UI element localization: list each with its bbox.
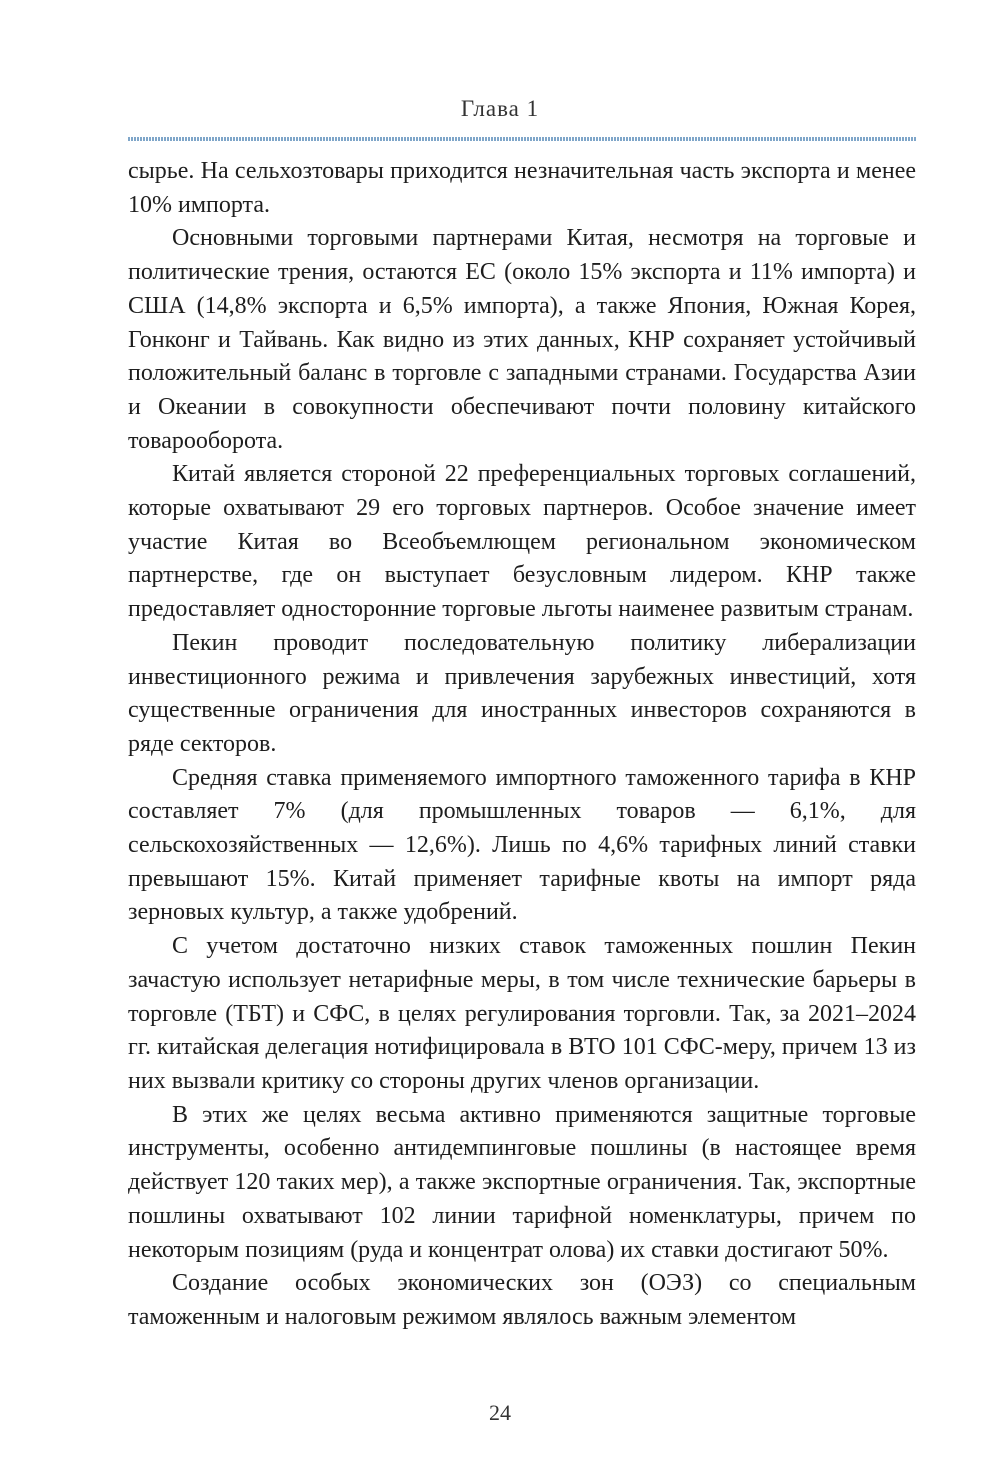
paragraph: Средняя ставка применяемого импортного таможенного тарифа в КНР составляет 7% (для промышленных товаров — 6,1%, для сельскохозяйственных — 12,6%). Лишь по 4,6% тарифных линий ставки превышают 15%. Китай применяет тарифные квоты на импорт ряда зерновых культур, а также удобрений. xyxy=(128,764,916,926)
paragraph: сырье. На сельхозтовары приходится незначительная часть экспорта и менее 10% импорта. xyxy=(128,158,916,218)
running-header: Глава 1 xyxy=(460,96,540,121)
paragraph: В этих же целях весьма активно применяются защитные торговые инструменты, особенно антидемпинговые пошлины (в настоящее время действует 120 таких мер), а также экспортные ограничения. Так, экспортные пошлины охватывают 102 линии тарифной номенклатуры, причем по некоторым позициям (руда и концентрат олова) их ставки достигают 50%. xyxy=(128,1101,916,1263)
header-divider xyxy=(128,137,916,141)
page-number: 24 xyxy=(489,1400,511,1425)
paragraph: Основными торговыми партнерами Китая, несмотря на торговые и политические трения, остаются ЕС (около 15% экспорта и 11% импорта) и США (14,8% экспорта и 6,5% импорта), а также Япония, Южная Корея, Гонконг и Тайвань. Как видно из этих данных, КНР сохраняет устойчивый положительный баланс в торговле с западными странами. Государства Азии и Океании в совокупности обеспечивают почти половину китайского товарооборота. xyxy=(128,225,916,454)
paragraph: Пекин проводит последовательную политику либерализации инвестиционного режима и привлечения зарубежных инвестиций, хотя существенные ограничения для иностранных инвесторов сохраняются в ряде секторов. xyxy=(128,629,916,757)
paragraph: Китай является стороной 22 преференциальных торговых соглашений, которые охватывают 29 его торговых партнеров. Особое значение имеет участие Китая во Всеобъемлющем региональном экономическом партнерстве, где он выступает безусловным лидером. КНР также предоставляет односторонние торговые льготы наименее развитым странам. xyxy=(128,461,916,623)
paragraph: С учетом достаточно низких ставок таможенных пошлин Пекин зачастую использует нетарифные меры, в том числе технические барьеры в торговле (ТБТ) и СФС, в целях регулирования торговли. Так, за 2021–2024 гг. китайская делегация нотифицировала в ВТО 101 СФС-меру, причем 13 из них вызвали критику со стороны других членов организации. xyxy=(128,933,916,1094)
body-text xyxy=(128,155,916,1335)
paragraph: Создание особых экономических зон (ОЭЗ) со специальным таможенным и налоговым режимом являлось важным элементом xyxy=(128,1270,916,1330)
